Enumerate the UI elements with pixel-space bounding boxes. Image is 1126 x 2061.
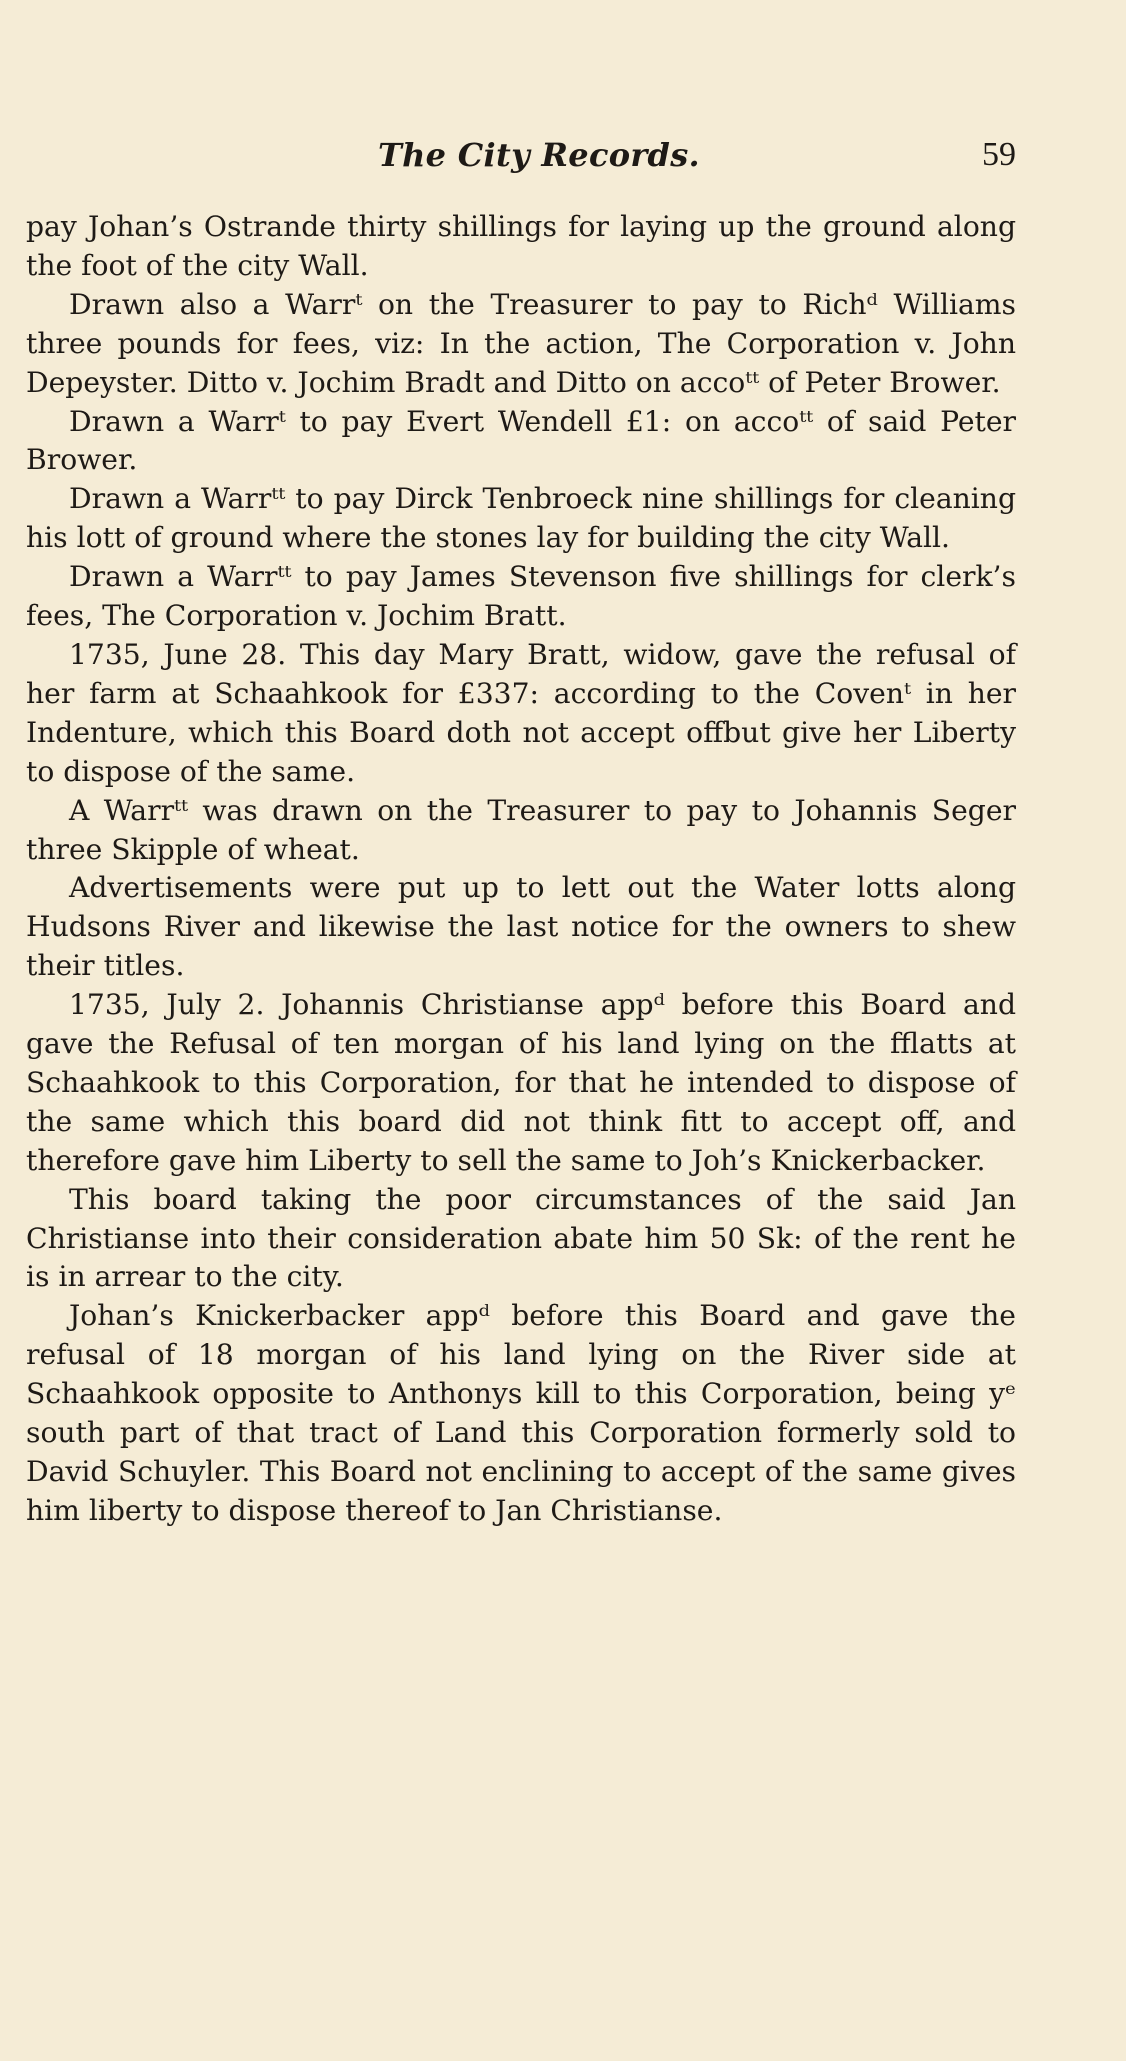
paragraph: 1735, June 28. This day Mary Bratt, widow, gave the refusal of her farm at Schaahkook for £337: according to the Covenᵗ in her Indenture, which this Board doth not accept offbut give her Liberty to dispose of the same.: [26, 637, 1016, 788]
page-header: [26, 136, 1016, 184]
paragraph: Johan’s Knickerbacker appᵈ before this Board and gave the refusal of 18 morgan of his land lying on the River side at Schaahkook opposite to Anthonys kill to this Corporation, being yᵉ south part of that tract of Land this Corporation formerly sold to David Schuyler. This Board not enclining to accept of the same gives him liberty to dispose thereof to Jan Christianse.: [26, 1299, 1016, 1527]
paragraph: Drawn also a Warrᵗ on the Treasurer to pay to Richᵈ Williams three pounds for fees, viz: In the action, The Corporation v. John Depeyster. Ditto v. Jochim Bradt and Ditto on accoᵗᵗ of Peter Brower.: [26, 287, 1016, 399]
paragraph: Drawn a Warrᵗᵗ to pay James Stevenson five shillings for clerk’s fees, The Corporation v. Jochim Bratt.: [26, 560, 1016, 633]
paragraph: 1735, July 2. Johannis Christianse appᵈ before this Board and gave the Refusal of ten morgan of his land lying on the fflatts at Schaahkook to this Corporation, for that he intended to dispose of the same which this board did not think fitt to accept off, and therefore gave him Liberty to sell the same to Joh’s Knickerbacker.: [26, 988, 1016, 1177]
paragraph: Drawn a Warrᵗ to pay Evert Wendell £1: on accoᵗᵗ of said Peter Brower.: [26, 404, 1016, 477]
page-body: [26, 208, 1016, 1531]
page-number: 59: [982, 136, 1016, 173]
paragraph: Advertisements were put up to lett out the Water lotts along Hudsons River and likewise the last notice for the owners to shew their titles.: [26, 871, 1016, 983]
paragraph: Drawn a Warrᵗᵗ to pay Dirck Tenbroeck nine shillings for cleaning his lott of ground where the stones lay for building the city Wall.: [26, 482, 1016, 555]
running-title: The City Records.: [378, 136, 700, 174]
paragraph: This board taking the poor circumstances of the said Jan Christianse into their consideration abate him 50 Sk: of the rent he is in arrear to the city.: [26, 1182, 1016, 1294]
paragraph: pay Johan’s Ostrande thirty shillings for laying up the ground along the foot of the city Wall.: [26, 210, 1016, 282]
paragraph: A Warrᵗᵗ was drawn on the Treasurer to pay to Johannis Seger three Skipple of wheat.: [26, 793, 1016, 866]
